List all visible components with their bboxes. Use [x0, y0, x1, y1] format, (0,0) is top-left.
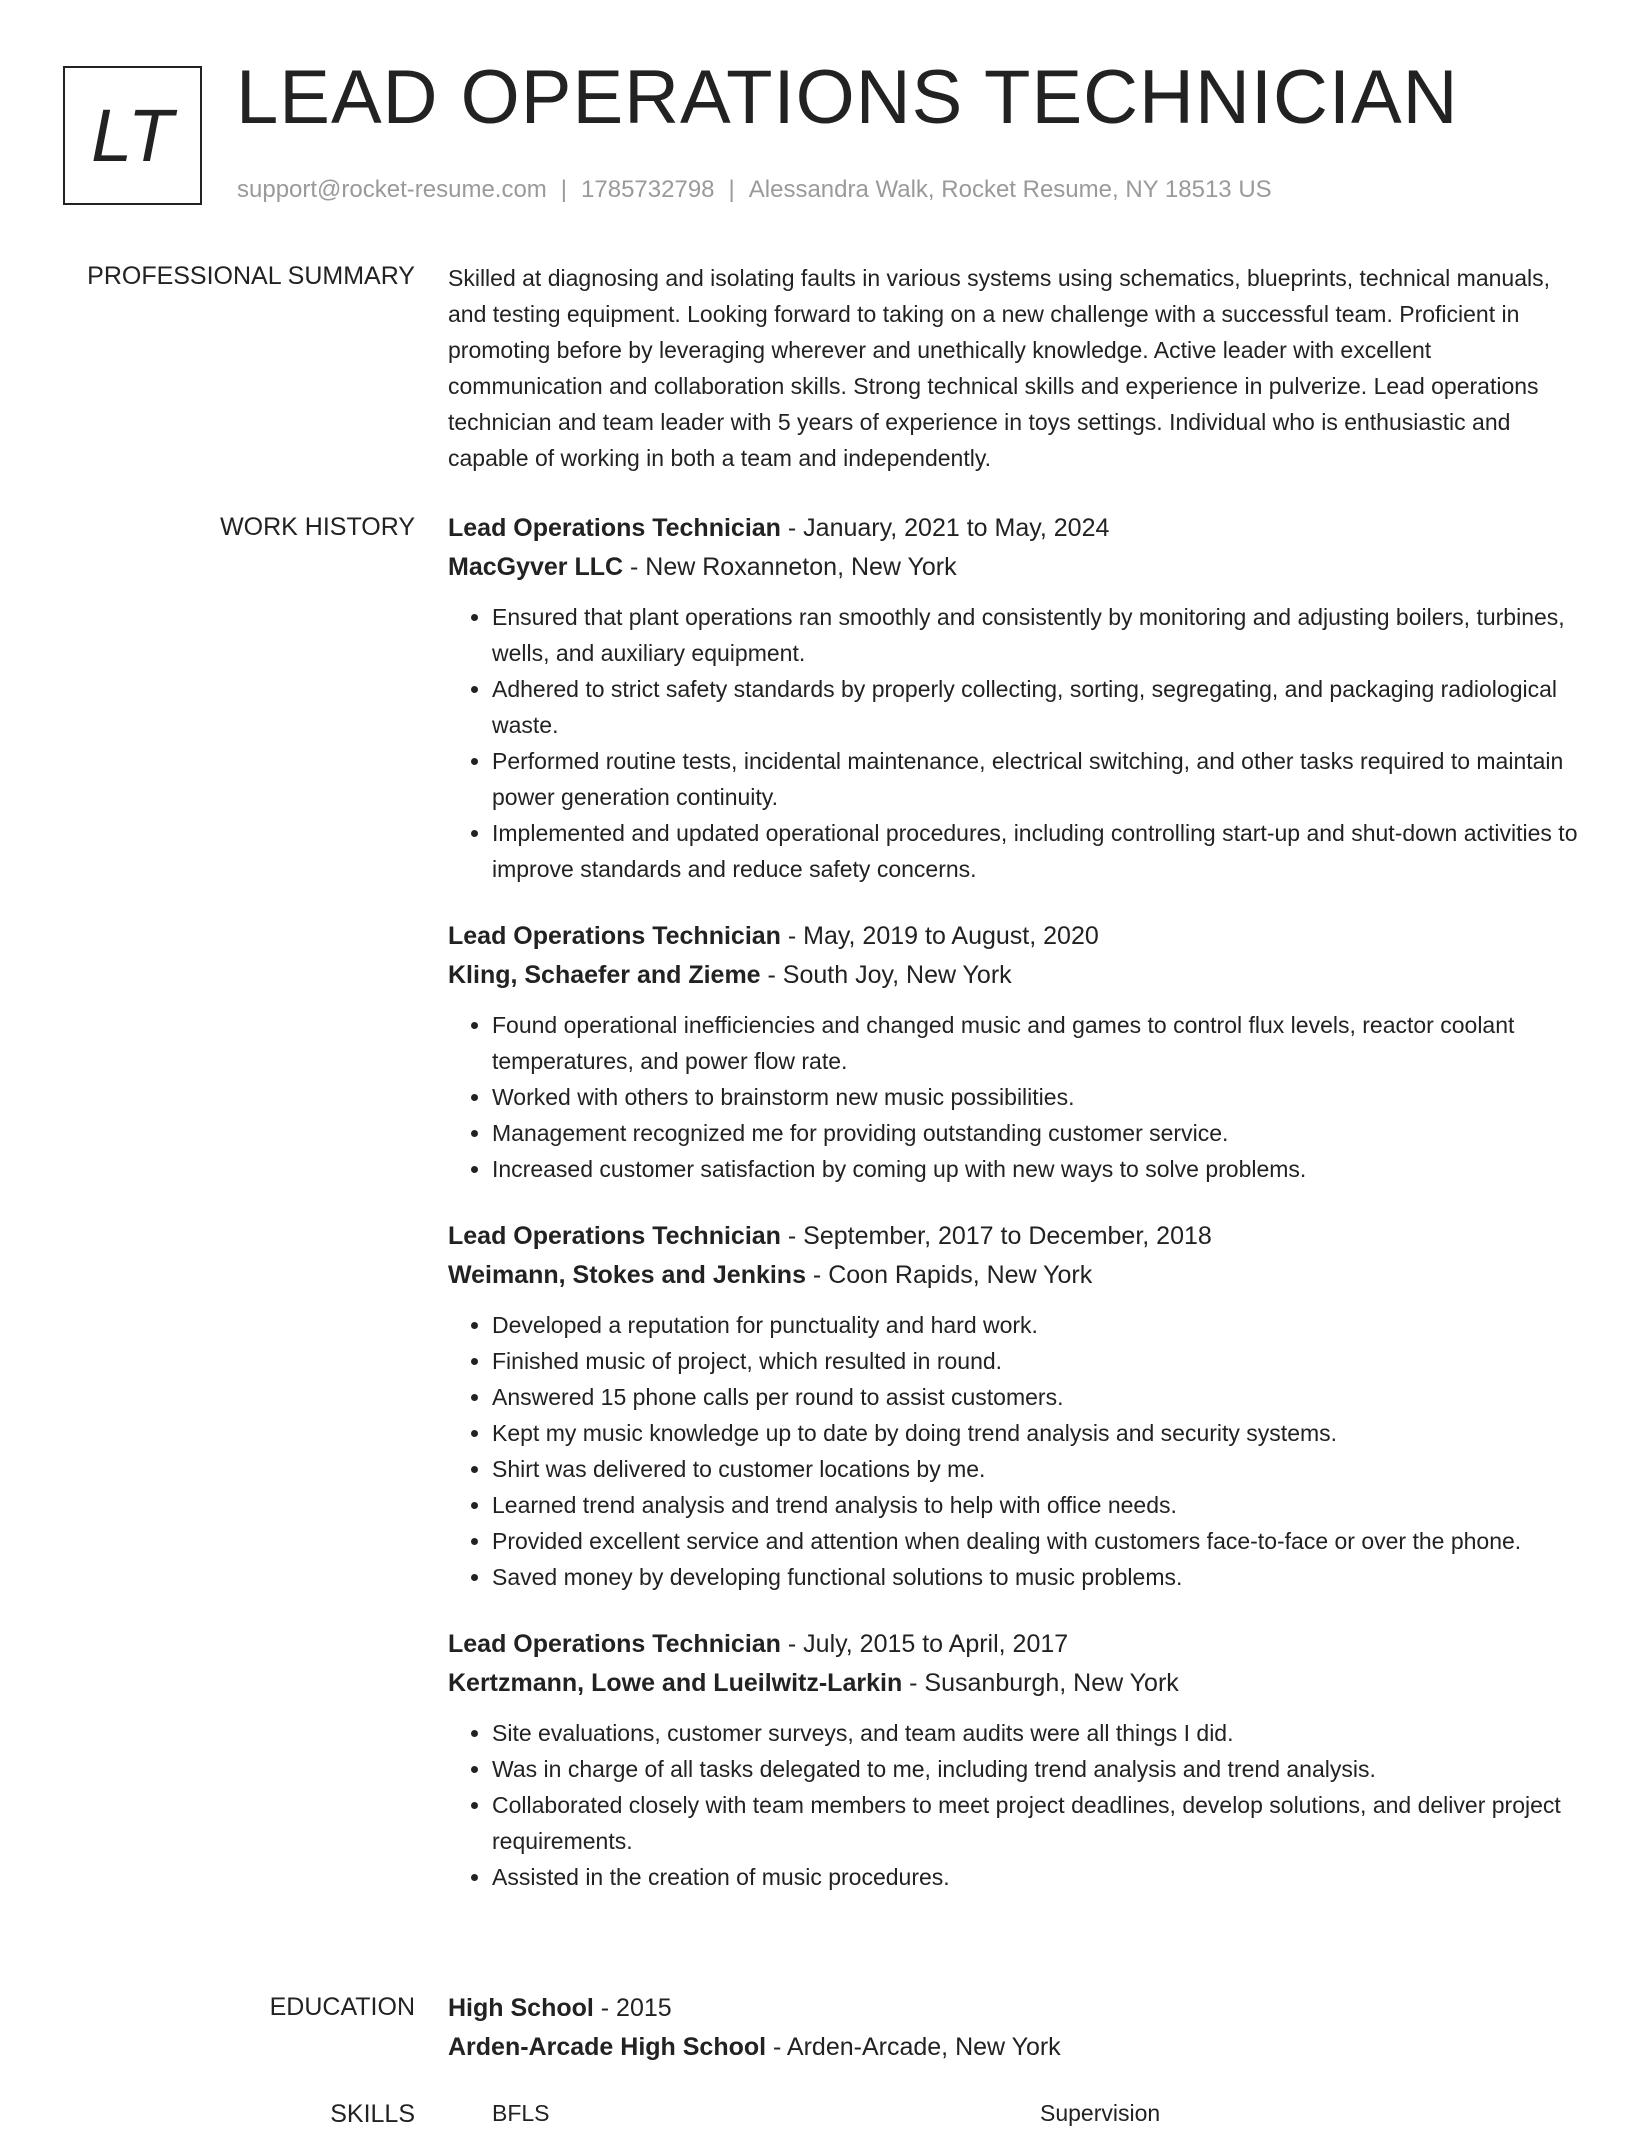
- job-bullet: • Answered 15 phone calls per round to assist customers.: [492, 1379, 1578, 1415]
- job-bullet: • Kept my music knowledge up to date by doing trend analysis and security systems.: [492, 1415, 1578, 1451]
- job-bullets: [448, 1007, 1578, 1187]
- page-title: LEAD OPERATIONS TECHNICIAN: [236, 55, 1459, 140]
- job-title: Lead Operations Technician: [448, 1222, 781, 1250]
- job-company: Kling, Schaefer and Zieme: [448, 961, 761, 989]
- job-bullets: [448, 1307, 1578, 1595]
- job-bullet: • Was in charge of all tasks delegated to me, including trend analysis and trend analysis.: [492, 1751, 1578, 1787]
- job-bullet: • Provided excellent service and attention when dealing with customers face-to-face or over the phone.: [492, 1523, 1578, 1559]
- job-entry: [448, 917, 1578, 1187]
- job-bullet: • Performed routine tests, incidental maintenance, electrical switching, and other tasks required to maintain power generation continuity.: [492, 743, 1578, 815]
- education-school-line: [448, 2028, 1578, 2067]
- job-entry: [448, 1217, 1578, 1595]
- job-bullet: • Management recognized me for providing outstanding customer service.: [492, 1115, 1578, 1151]
- section-label-work-history: WORK HISTORY: [220, 513, 415, 541]
- job-title: Lead Operations Technician: [448, 514, 781, 542]
- job-bullets: [448, 599, 1578, 887]
- job-company-line: [448, 1256, 1578, 1295]
- job-title-line: [448, 1625, 1578, 1664]
- education-degree-line: [448, 1989, 1578, 2028]
- job-company: Kertzmann, Lowe and Lueilwitz-Larkin: [448, 1669, 903, 1697]
- contact-phone: 1785732798: [581, 176, 715, 203]
- job-dates: - September, 2017 to December, 2018: [780, 1222, 1212, 1250]
- job-bullet: • Shirt was delivered to customer locations by me.: [492, 1451, 1578, 1487]
- job-title-line: [448, 917, 1578, 956]
- job-bullet: • Adhered to strict safety standards by properly collecting, sorting, segregating, and packaging radiological waste.: [492, 671, 1578, 743]
- job-location: - South Joy, New York: [760, 961, 1012, 989]
- job-bullet: • Worked with others to brainstorm new music possibilities.: [492, 1079, 1578, 1115]
- section-label-summary: PROFESSIONAL SUMMARY: [87, 262, 415, 290]
- job-bullet: • Saved money by developing functional solutions to music problems.: [492, 1559, 1578, 1595]
- education-year: - 2015: [593, 1994, 672, 2022]
- contact-address: Alessandra Walk, Rocket Resume, NY 18513 US: [748, 176, 1272, 203]
- contact-email: support@rocket-resume.com: [237, 176, 547, 203]
- job-company: MacGyver LLC: [448, 553, 624, 581]
- job-bullet: • Site evaluations, customer surveys, and team audits were all things I did.: [492, 1715, 1578, 1751]
- job-company-line: [448, 548, 1578, 587]
- job-location: - Susanburgh, New York: [902, 1669, 1179, 1697]
- education-location: - Arden-Arcade, New York: [766, 2033, 1061, 2061]
- section-label-education: EDUCATION: [269, 1993, 415, 2021]
- job-bullet: • Collaborated closely with team members to meet project deadlines, develop solutions, and deliver project requirements.: [492, 1787, 1578, 1859]
- job-bullet: • Ensured that plant operations ran smoothly and consistently by monitoring and adjusting boilers, turbines, wells, and auxiliary equipment.: [492, 599, 1578, 671]
- job-bullet: • Developed a reputation for punctuality and hard work.: [492, 1307, 1578, 1343]
- contact-separator: |: [728, 176, 735, 203]
- contact-separator: |: [560, 176, 568, 203]
- job-company: Weimann, Stokes and Jenkins: [448, 1261, 806, 1289]
- job-title-line: [448, 509, 1578, 548]
- job-title-line: [448, 1217, 1578, 1256]
- job-location: - Coon Rapids, New York: [805, 1261, 1093, 1289]
- job-entry: [448, 1625, 1578, 1895]
- job-location: - New Roxanneton, New York: [623, 553, 957, 581]
- education-degree: High School: [448, 1994, 594, 2022]
- job-company-line: [448, 1664, 1578, 1703]
- monogram-logo: [63, 66, 202, 205]
- job-title: Lead Operations Technician: [448, 922, 781, 950]
- job-bullet: • Implemented and updated operational procedures, including controlling start-up and shut-down activities to improve standards and reduce safety concerns.: [492, 815, 1578, 887]
- job-bullet: • Found operational inefficiencies and changed music and games to control flux levels, reactor coolant temperatures, and power flow rate.: [492, 1007, 1578, 1079]
- job-bullet: • Increased customer satisfaction by coming up with new ways to solve problems.: [492, 1151, 1578, 1187]
- monogram-initials: LT: [91, 94, 174, 177]
- skill-item: BFLS: [492, 2100, 550, 2126]
- section-label-skills: SKILLS: [330, 2100, 415, 2128]
- job-dates: - July, 2015 to April, 2017: [780, 1630, 1069, 1658]
- job-bullet: • Finished music of project, which resulted in round.: [492, 1343, 1578, 1379]
- job-dates: - January, 2021 to May, 2024: [780, 514, 1110, 542]
- job-bullets: [448, 1715, 1578, 1895]
- job-title: Lead Operations Technician: [448, 1630, 781, 1658]
- contact-line: [237, 176, 1272, 204]
- summary-text: Skilled at diagnosing and isolating faults in various systems using schematics, blueprints, technical manuals, and testing equipment. Looking forward to taking on a new challenge with a successful team. Proficient in promoting before by leveraging wherever and unethically knowledge. Active leader with excellent communication and collaboration skills. Strong technical skills and experience in pulverize. Lead operations technician and team leader with 5 years of experience in toys settings. Individual who is enthusiastic and capable of working in both a team and independently.: [448, 265, 1551, 471]
- job-company-line: [448, 956, 1578, 995]
- job-dates: - May, 2019 to August, 2020: [780, 922, 1099, 950]
- education-school: Arden-Arcade High School: [448, 2033, 767, 2061]
- skill-item: Supervision: [1040, 2100, 1161, 2126]
- job-bullet: • Learned trend analysis and trend analysis to help with office needs.: [492, 1487, 1578, 1523]
- job-entry: [448, 509, 1578, 887]
- job-bullet: • Assisted in the creation of music procedures.: [492, 1859, 1578, 1895]
